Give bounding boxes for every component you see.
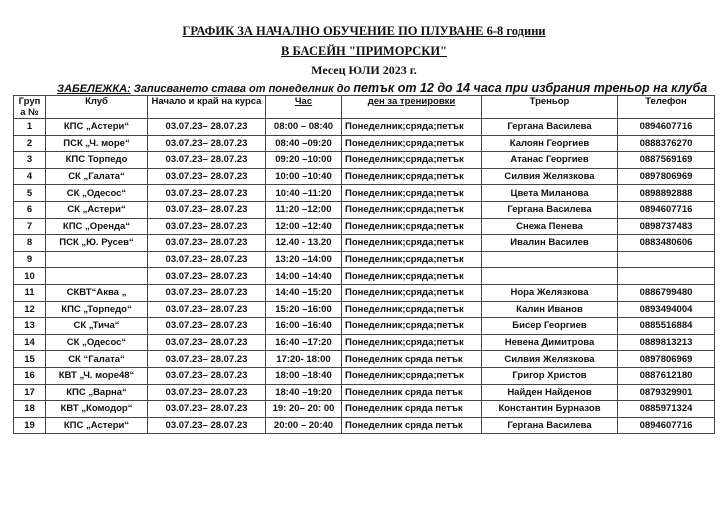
cell-period: 03.07.23– 28.07.23 <box>148 318 266 335</box>
note <box>57 81 707 95</box>
cell-club: ПСК „Ч. море“ <box>46 135 148 152</box>
cell-group-number: 7 <box>14 218 46 235</box>
cell-phone: 0897806969 <box>618 168 715 185</box>
cell-coach: Цвета Миланова <box>482 185 618 202</box>
cell-hour: 14:00 –14:40 <box>266 268 342 285</box>
header-club: Клуб <box>46 96 148 119</box>
cell-club: СК „Тича“ <box>46 318 148 335</box>
schedule-table <box>13 95 715 434</box>
cell-group-number: 5 <box>14 185 46 202</box>
cell-club: СК „Галата“ <box>46 168 148 185</box>
cell-group-number: 18 <box>14 401 46 418</box>
header-period: Начало и край на курса <box>148 96 266 119</box>
header-coach: Треньор <box>482 96 618 119</box>
cell-club: КВТ „Ч. море48“ <box>46 367 148 384</box>
cell-hour: 20:00 – 20:40 <box>266 417 342 434</box>
cell-days: Понеделник;сряда;петък <box>342 135 482 152</box>
cell-club: КВТ „Комодор“ <box>46 401 148 418</box>
table-row <box>14 201 715 218</box>
cell-hour: 10:40 –11:20 <box>266 185 342 202</box>
cell-phone <box>618 268 715 285</box>
cell-hour: 15:20 –16:00 <box>266 301 342 318</box>
document-title: ГРАФИК ЗА НАЧАЛНО ОБУЧЕНИЕ ПО ПЛУВАНЕ 6-8 години <box>182 24 546 38</box>
cell-club <box>46 251 148 268</box>
cell-group-number: 11 <box>14 284 46 301</box>
cell-group-number: 8 <box>14 235 46 252</box>
table-row <box>14 384 715 401</box>
table-row <box>14 301 715 318</box>
header-days: ден за тренировки <box>342 96 482 119</box>
cell-period: 03.07.23– 28.07.23 <box>148 301 266 318</box>
header-hour: Час <box>266 96 342 119</box>
cell-coach: Силвия Желязкова <box>482 351 618 368</box>
cell-coach: Снежа Пенева <box>482 218 618 235</box>
cell-hour: 09:20 –10:00 <box>266 152 342 169</box>
table-row <box>14 268 715 285</box>
cell-period: 03.07.23– 28.07.23 <box>148 135 266 152</box>
cell-hour: 11:20 –12:00 <box>266 201 342 218</box>
cell-period: 03.07.23– 28.07.23 <box>148 201 266 218</box>
cell-phone: 0885516884 <box>618 318 715 335</box>
note-emphasis: петък от 12 до 14 часа при избрания треньор на клуба <box>353 81 708 95</box>
cell-days: Понеделник;сряда;петък <box>342 301 482 318</box>
cell-club: КПС „Торпедо“ <box>46 301 148 318</box>
cell-coach: Найден Найденов <box>482 384 618 401</box>
cell-club: СК „Одесос“ <box>46 185 148 202</box>
cell-phone: 0886799480 <box>618 284 715 301</box>
cell-days: Понеделник сряда петък <box>342 384 482 401</box>
cell-hour: 17:20- 18:00 <box>266 351 342 368</box>
cell-hour: 13:20 –14:00 <box>266 251 342 268</box>
cell-group-number: 12 <box>14 301 46 318</box>
cell-hour: 16:40 –17:20 <box>266 334 342 351</box>
table-row <box>14 119 715 136</box>
cell-group-number: 17 <box>14 384 46 401</box>
cell-days: Понеделник;сряда;петък <box>342 218 482 235</box>
cell-hour: 12.40 - 13.20 <box>266 235 342 252</box>
table-row <box>14 135 715 152</box>
cell-days: Понеделник сряда петък <box>342 417 482 434</box>
cell-phone: 0898892888 <box>618 185 715 202</box>
cell-period: 03.07.23– 28.07.23 <box>148 401 266 418</box>
cell-coach: Бисер Георгиев <box>482 318 618 335</box>
cell-period: 03.07.23– 28.07.23 <box>148 284 266 301</box>
cell-club <box>46 268 148 285</box>
cell-hour: 19: 20– 20: 00 <box>266 401 342 418</box>
table-row <box>14 351 715 368</box>
cell-coach: Калоян Георгиев <box>482 135 618 152</box>
cell-group-number: 19 <box>14 417 46 434</box>
cell-club: СК “Галата“ <box>46 351 148 368</box>
cell-period: 03.07.23– 28.07.23 <box>148 168 266 185</box>
cell-days: Понеделник;сряда;петък <box>342 185 482 202</box>
cell-club: КПС „Варна“ <box>46 384 148 401</box>
cell-phone: 0879329901 <box>618 384 715 401</box>
header-group-number: Груп а № <box>14 96 46 119</box>
pool-name: В БАСЕЙН "ПРИМОРСКИ" <box>281 44 447 58</box>
cell-coach <box>482 251 618 268</box>
cell-group-number: 9 <box>14 251 46 268</box>
cell-coach: Григор Христов <box>482 367 618 384</box>
table-header-row <box>14 96 715 119</box>
cell-phone: 0897806969 <box>618 351 715 368</box>
cell-period: 03.07.23– 28.07.23 <box>148 334 266 351</box>
table-row <box>14 367 715 384</box>
cell-coach: Константин Бурназов <box>482 401 618 418</box>
cell-group-number: 6 <box>14 201 46 218</box>
cell-days: Понеделник;сряда;петък <box>342 268 482 285</box>
cell-club: КПС „Оренда“ <box>46 218 148 235</box>
cell-coach: Силвия Желязкова <box>482 168 618 185</box>
cell-hour: 14:40 –15:20 <box>266 284 342 301</box>
cell-phone: 0888376270 <box>618 135 715 152</box>
cell-hour: 08:40 –09:20 <box>266 135 342 152</box>
cell-days: Понеделник;сряда;петък <box>342 152 482 169</box>
cell-days: Понеделник;сряда;петък <box>342 367 482 384</box>
cell-days: Понеделник;сряда;петък <box>342 318 482 335</box>
cell-period: 03.07.23– 28.07.23 <box>148 119 266 136</box>
cell-phone: 0894607716 <box>618 201 715 218</box>
cell-club: ПСК „Ю. Русев“ <box>46 235 148 252</box>
table-row <box>14 218 715 235</box>
table-row <box>14 318 715 335</box>
cell-group-number: 2 <box>14 135 46 152</box>
cell-period: 03.07.23– 28.07.23 <box>148 185 266 202</box>
cell-period: 03.07.23– 28.07.23 <box>148 235 266 252</box>
cell-phone: 0887569169 <box>618 152 715 169</box>
cell-group-number: 1 <box>14 119 46 136</box>
table-row <box>14 401 715 418</box>
cell-hour: 12:00 –12:40 <box>266 218 342 235</box>
month-label: Месец ЮЛИ 2023 г. <box>311 63 417 77</box>
cell-hour: 18:00 –18:40 <box>266 367 342 384</box>
cell-coach: Гергана Василева <box>482 201 618 218</box>
cell-phone <box>618 251 715 268</box>
cell-phone: 0887612180 <box>618 367 715 384</box>
cell-group-number: 13 <box>14 318 46 335</box>
cell-period: 03.07.23– 28.07.23 <box>148 218 266 235</box>
cell-days: Понеделник;сряда;петък <box>342 201 482 218</box>
cell-days: Понеделник;сряда;петък <box>342 235 482 252</box>
cell-club: СК „Одесос“ <box>46 334 148 351</box>
table-row <box>14 251 715 268</box>
cell-coach: Атанас Георгиев <box>482 152 618 169</box>
cell-period: 03.07.23– 28.07.23 <box>148 251 266 268</box>
cell-club: СК „Астери“ <box>46 201 148 218</box>
cell-hour: 16:00 –16:40 <box>266 318 342 335</box>
cell-group-number: 4 <box>14 168 46 185</box>
cell-coach: Калин Иванов <box>482 301 618 318</box>
note-label: ЗАБЕЛЕЖКА: <box>57 83 131 95</box>
cell-coach: Невена Димитрова <box>482 334 618 351</box>
cell-days: Понеделник;сряда;петък <box>342 119 482 136</box>
cell-hour: 08:00 – 08:40 <box>266 119 342 136</box>
cell-hour: 10:00 –10:40 <box>266 168 342 185</box>
table-row <box>14 235 715 252</box>
cell-days: Понеделник;сряда;петък <box>342 284 482 301</box>
cell-days: Понеделник сряда петък <box>342 351 482 368</box>
table-row <box>14 152 715 169</box>
cell-group-number: 10 <box>14 268 46 285</box>
header-phone: Телефон <box>618 96 715 119</box>
cell-group-number: 3 <box>14 152 46 169</box>
cell-period: 03.07.23– 28.07.23 <box>148 351 266 368</box>
cell-period: 03.07.23– 28.07.23 <box>148 384 266 401</box>
cell-coach: Нора Желязкова <box>482 284 618 301</box>
cell-days: Понеделник;сряда;петък <box>342 334 482 351</box>
cell-coach: Гергана Василева <box>482 119 618 136</box>
cell-phone: 0894607716 <box>618 119 715 136</box>
cell-phone: 0898737483 <box>618 218 715 235</box>
cell-period: 03.07.23– 28.07.23 <box>148 152 266 169</box>
table-row <box>14 284 715 301</box>
cell-club: КПС „Астери“ <box>46 119 148 136</box>
cell-phone: 0883480606 <box>618 235 715 252</box>
cell-period: 03.07.23– 28.07.23 <box>148 417 266 434</box>
cell-coach <box>482 268 618 285</box>
cell-days: Понеделник;сряда;петък <box>342 168 482 185</box>
table-row <box>14 168 715 185</box>
cell-phone: 0894607716 <box>618 417 715 434</box>
cell-phone: 0893494004 <box>618 301 715 318</box>
cell-club: КПС „Астери“ <box>46 417 148 434</box>
cell-group-number: 14 <box>14 334 46 351</box>
cell-phone: 0885971324 <box>618 401 715 418</box>
cell-club: КПС Торпедо <box>46 152 148 169</box>
cell-coach: Ивалин Василев <box>482 235 618 252</box>
cell-period: 03.07.23– 28.07.23 <box>148 268 266 285</box>
cell-hour: 18:40 –19:20 <box>266 384 342 401</box>
cell-phone: 0889813213 <box>618 334 715 351</box>
cell-coach: Гергана Василева <box>482 417 618 434</box>
cell-days: Понеделник сряда петък <box>342 401 482 418</box>
cell-days: Понеделник;сряда;петък <box>342 251 482 268</box>
table-row <box>14 185 715 202</box>
cell-club: СКВТ“Аква „ <box>46 284 148 301</box>
note-text: Записването става от понеделник до <box>130 83 354 95</box>
cell-group-number: 15 <box>14 351 46 368</box>
table-row <box>14 334 715 351</box>
table-row <box>14 417 715 434</box>
cell-group-number: 16 <box>14 367 46 384</box>
cell-period: 03.07.23– 28.07.23 <box>148 367 266 384</box>
